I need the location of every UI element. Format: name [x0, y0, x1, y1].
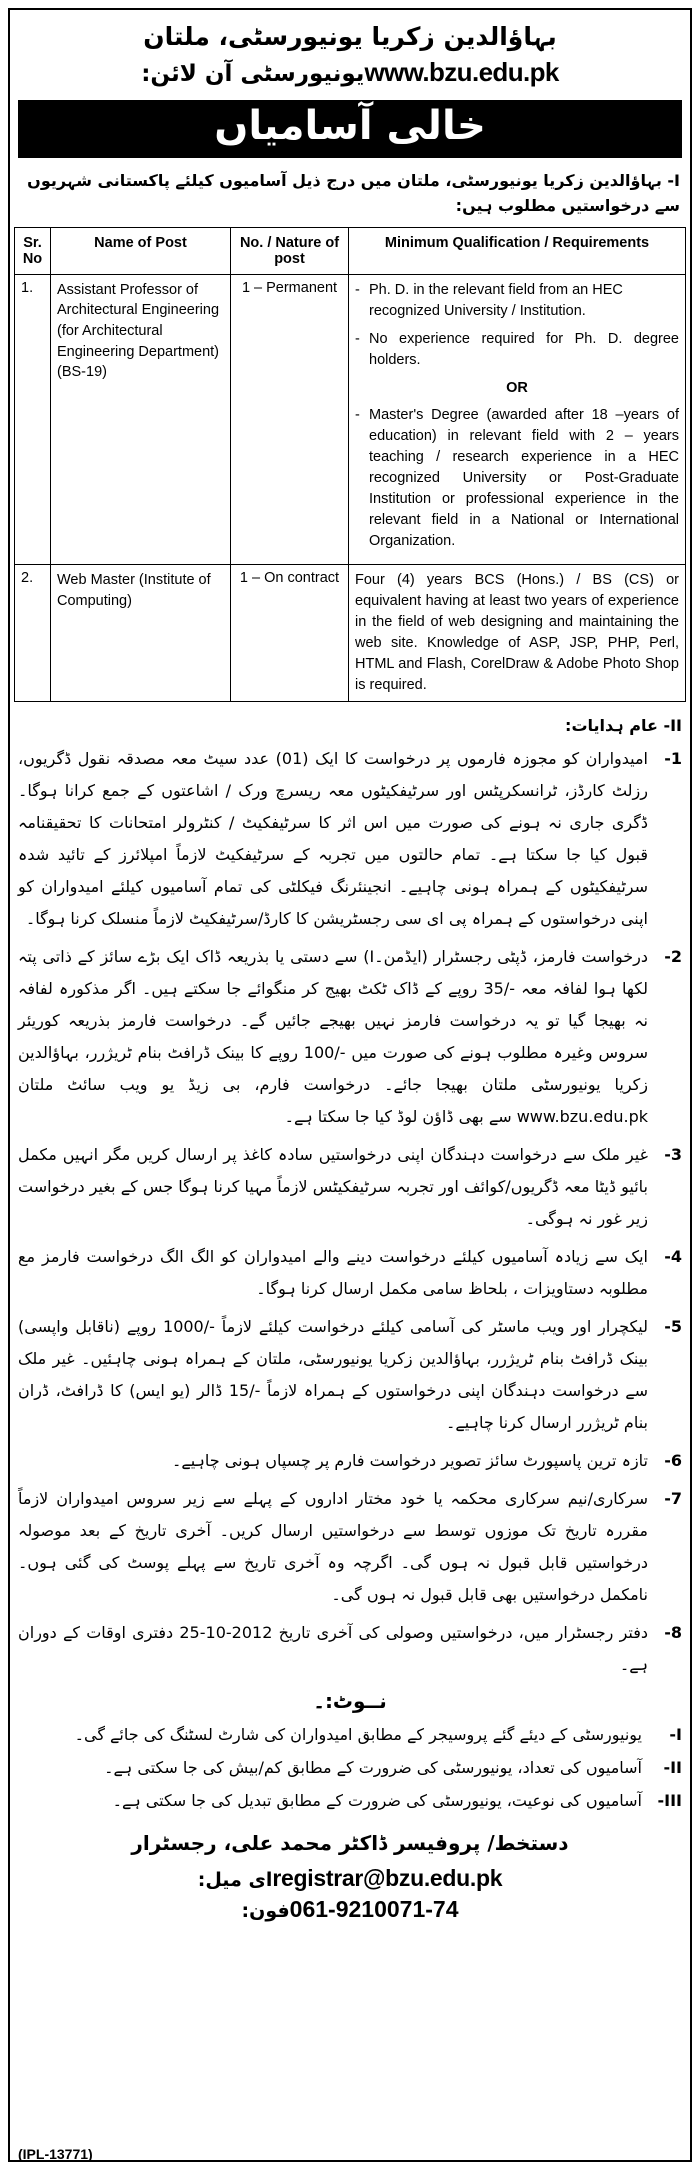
instruction-6-number: 6-: [664, 1451, 682, 1471]
instruction-1-text: امیدواران کو مجوزہ فارموں پر درخواست کا ایک (01) عدد سیٹ معہ مصدقہ نقول ڈگریوں، رزلٹ کارڈز، ٹرانسکرپٹس اور سرٹیفکیٹوں معہ ریسرچ ورک / اشاعتوں کے جمع کرانا ہوگا۔ ڈگری جاری نہ ہونے کی صورت میں اس اثر کا سرٹیفکیٹ / کنٹرولر امتحانات کا تحقیقنامہ قبول کیا جا سکتا ہے۔ تمام حالتوں میں تجربہ کے سرٹیفکیٹ لازماً امپلائرز کے تائید شدہ سرٹیفکیٹوں کے ہمراہ ہونی چاہیے۔ انجینئرنگ فیکلٹی کی تمام آسامیوں کیلئے امیدواران کو اپنی درخواستوں کے ہمراہ پی ای سی رجسٹریشن کا کارڈ/سرٹیفکیٹ لازماً منسلک کرنا ہوگا۔: [18, 749, 649, 929]
row1-bullet-2: [355, 329, 679, 371]
page-content: [14, 12, 686, 1927]
note-2-number: II-: [663, 1758, 682, 1778]
online-label: یونیورسٹی آن لائن:: [141, 60, 365, 87]
instruction-item-2: [18, 941, 682, 1133]
university-website-line: [14, 56, 686, 98]
table-header-row: [15, 227, 686, 274]
note-item-1: [18, 1719, 682, 1750]
note-item-2: [18, 1752, 682, 1783]
column-header-qualification: Minimum Qualification / Requirements: [349, 227, 686, 274]
note-heading: نــوٹ:۔: [313, 1689, 387, 1714]
column-header-sr: [15, 227, 51, 274]
footer-section: [14, 1831, 686, 1923]
table-row: [15, 274, 686, 564]
phone-label: فون:: [241, 1899, 290, 1922]
sr-line1: Sr.: [23, 234, 42, 251]
instruction-8-number: 8-: [664, 1623, 682, 1643]
vacancies-banner: [18, 100, 682, 158]
website-url[interactable]: www.bzu.edu.pk: [364, 56, 559, 87]
column-header-nature: [231, 227, 349, 274]
instruction-6-text: تازہ ترین پاسپورٹ سائز تصویر درخواست فارم پر چسپاں ہونی چاہیے۔: [171, 1451, 648, 1471]
general-instructions-heading: II- عام ہدایات:: [565, 716, 682, 736]
general-instructions-section: [14, 706, 686, 1681]
row1-bullet-3: [355, 405, 679, 552]
instruction-7-text: سرکاری/نیم سرکاری محکمہ یا خود مختار اداروں کے پہلے سے زیر سروس امیدواران لازماً مقررہ تاریخ تک موزوں توسط سے درخواستیں ارسال کریں۔ آخری تاریخ کے بعد موصولہ درخواستیں قابل قبول نہ ہوں گی۔ اگرچہ وہ آخری تاریخ سے پہلے پوسٹ کی گئی ہوں۔ نامکمل درخواستیں بھی قابل قبول نہ ہوں گی۔: [18, 1489, 649, 1605]
vacancy-table: [14, 227, 686, 702]
instruction-5-text: لیکچرار اور ویب ماسٹر کی آسامی کیلئے درخواست کیلئے لازماً -/1000 روپے (ناقابل واپسی) بینک ڈرافٹ بنام ٹریژرر، بہاؤالدین زکریا یونیورسٹی، ملتان کے ہمراہ ہونی چاہئیں۔ غیر ملک سے درخواست دہندگان اپنی درخواستوں کے ہمراہ لازماً -/15 ڈالر (یو ایس) کا ڈرافٹ، ڈران بنام ٹریژرر ارسال کرنا چاہیے۔: [18, 1317, 649, 1433]
table-row: [15, 565, 686, 702]
row1-bullet-1: [355, 280, 679, 322]
row1-sr: 1.: [15, 274, 51, 564]
note-item-3: [18, 1785, 682, 1816]
note-2-text: آسامیوں کی تعداد، یونیورسٹی کی ضرورت کے مطابق کم/بیش کی جا سکتی ہے۔: [104, 1758, 642, 1778]
instruction-2-text: درخواست فارمز، ڈپٹی رجسٹرار (ایڈمن۔I) سے دستی یا بذریعہ ڈاک ایک بڑے سائز کے ذاتی پتہ لکھا ہوا لفافہ معہ -/35 روپے کے ڈاک ٹکٹ بھیج کر منگوائے جا سکتے ہیں۔ اگر مذکورہ لفافہ نہ بھیجا گیا تو یہ درخواست فارمز نہیں بھیجے جائیں گے۔ درخواست فارمز بذریعہ کوریئر سروس وغیرہ مطلوب ہونے کی صورت میں -/100 روپے کا بینک ڈرافٹ بنام ٹریژرر، بہاؤالدین زکریا یونیورسٹی ملتان بھیجا جائے۔ درخواست فارم، بی زیڈ یو ویب سائٹ ملتان www.bzu.edu.pk سے بھی ڈاؤن لوڈ کیا جا سکتا ہے۔: [18, 947, 648, 1127]
note-1-number: I-: [669, 1725, 682, 1745]
row2-sr: 2.: [15, 565, 51, 702]
row1-bullet-1-text: Ph. D. in the relevant field from an HEC recognized University / Institution.: [369, 281, 623, 319]
email-line: [14, 1865, 686, 1892]
instruction-3-number: 3-: [664, 1145, 682, 1165]
row1-qualification: [349, 274, 686, 564]
banner-title: خالی آسامیاں: [214, 102, 486, 149]
row1-nature: 1 – Permanent: [231, 274, 349, 564]
phone-number[interactable]: 061-9210071-74: [289, 1895, 459, 1922]
row1-bullet-3-text: Master's Degree (awarded after 18 –years of education) in relevant field with 2 – years teaching / research experience in a HEC recognized University or Post-Graduate Institution or professional experience in the relevant field in a National or International Organization.: [369, 406, 679, 549]
row2-qualification: [349, 565, 686, 702]
instruction-item-7: [18, 1483, 682, 1611]
row1-or-separator: OR: [506, 379, 528, 396]
intro-paragraph: I- بہاؤالدین زکریا یونیورسٹی، ملتان میں درج ذیل آسامیوں کیلئے پاکستانی شہریوں سے درخواستیں مطلوب ہیں:: [27, 170, 680, 216]
registrar-signature: دستخط/ پروفیسر ڈاکٹر محمد علی، رجسٹرار: [131, 1830, 569, 1855]
ipl-reference-code: (IPL-13771): [18, 2146, 93, 2162]
note-3-text: آسامیوں کی نوعیت، یونیورسٹی کی ضرورت کے مطابق تبدیل کی جا سکتی ہے۔: [112, 1791, 642, 1811]
note-section: [14, 1719, 686, 1817]
bullet-dash-icon: -: [355, 281, 360, 298]
row2-post: Web Master (Institute of Computing): [51, 565, 231, 702]
email-label: ای میل:: [197, 1868, 273, 1891]
instruction-8-text: دفتر رجسٹرار میں، درخواستیں وصولی کی آخری تاریخ 2012-10-25 دفتری اوقات کے دوران ہے۔: [18, 1623, 648, 1675]
row2-nature: 1 – On contract: [231, 565, 349, 702]
instruction-item-4: [18, 1241, 682, 1305]
instruction-item-3: [18, 1139, 682, 1235]
instruction-4-number: 4-: [664, 1247, 682, 1267]
instruction-item-5: [18, 1311, 682, 1439]
instruction-item-8: [18, 1617, 682, 1681]
bullet-dash-icon: -: [355, 406, 360, 423]
bullet-dash-icon: -: [355, 330, 360, 347]
column-header-post: Name of Post: [51, 227, 231, 274]
instruction-4-text: ایک سے زیادہ آسامیوں کیلئے درخواست دینے والے امیدواران کو الگ الگ درخواست فارمز مع مطلوبہ دستاویزات ، بلحاظ سامی مکمل ارسال کرنا ہوگا۔: [18, 1247, 648, 1299]
nature-line1: No. / Nature of: [239, 234, 340, 251]
instruction-item-1: [18, 743, 682, 935]
nature-line2: post: [274, 250, 305, 267]
instruction-2-number: 2-: [664, 947, 682, 967]
instruction-5-number: 5-: [664, 1317, 682, 1337]
university-name-urdu: بہاؤالدین زکریا یونیورسٹی، ملتان: [143, 22, 557, 51]
instruction-item-6: [18, 1445, 682, 1477]
row1-bullet-2-text: No experience required for Ph. D. degree holders.: [369, 330, 679, 368]
row2-requirement-text: Four (4) years BCS (Hons.) / BS (CS) or equivalent having at least two years of experience in the field of web designing and maintaining the web site. Knowledge of ASP, JSP, PHP, Perl, HTML and Flash, CorelDraw & Adobe Photo Shop is required.: [355, 572, 679, 694]
phone-line: [14, 1896, 686, 1923]
email-address[interactable]: registrar@bzu.edu.pk: [272, 1864, 503, 1891]
sr-line2: No: [22, 250, 43, 267]
instruction-7-number: 7-: [664, 1489, 682, 1509]
instruction-3-text: غیر ملک سے درخواست دہندگان اپنی درخواستیں سادہ کاغذ پر ارسال کریں مگر انہیں مکمل بائیو ڈیٹا معہ ڈگریوں/کوائف اور تجربہ سرٹیفکیٹس لازماً مہیا کرنا ہوگا جس کے بغیر درخواست زیر غور نہ ہوگی۔: [18, 1145, 648, 1229]
row1-post: Assistant Professor of Architectural Engineering (for Architectural Engineering Department) (BS-19): [51, 274, 231, 564]
note-3-number: III-: [657, 1791, 682, 1811]
note-1-text: یونیورسٹی کے دیئے گئے پروسیجر کے مطابق امیدواران کی شارٹ لسٹنگ کی جائے گی۔: [74, 1725, 642, 1745]
instruction-1-number: 1-: [664, 749, 682, 769]
